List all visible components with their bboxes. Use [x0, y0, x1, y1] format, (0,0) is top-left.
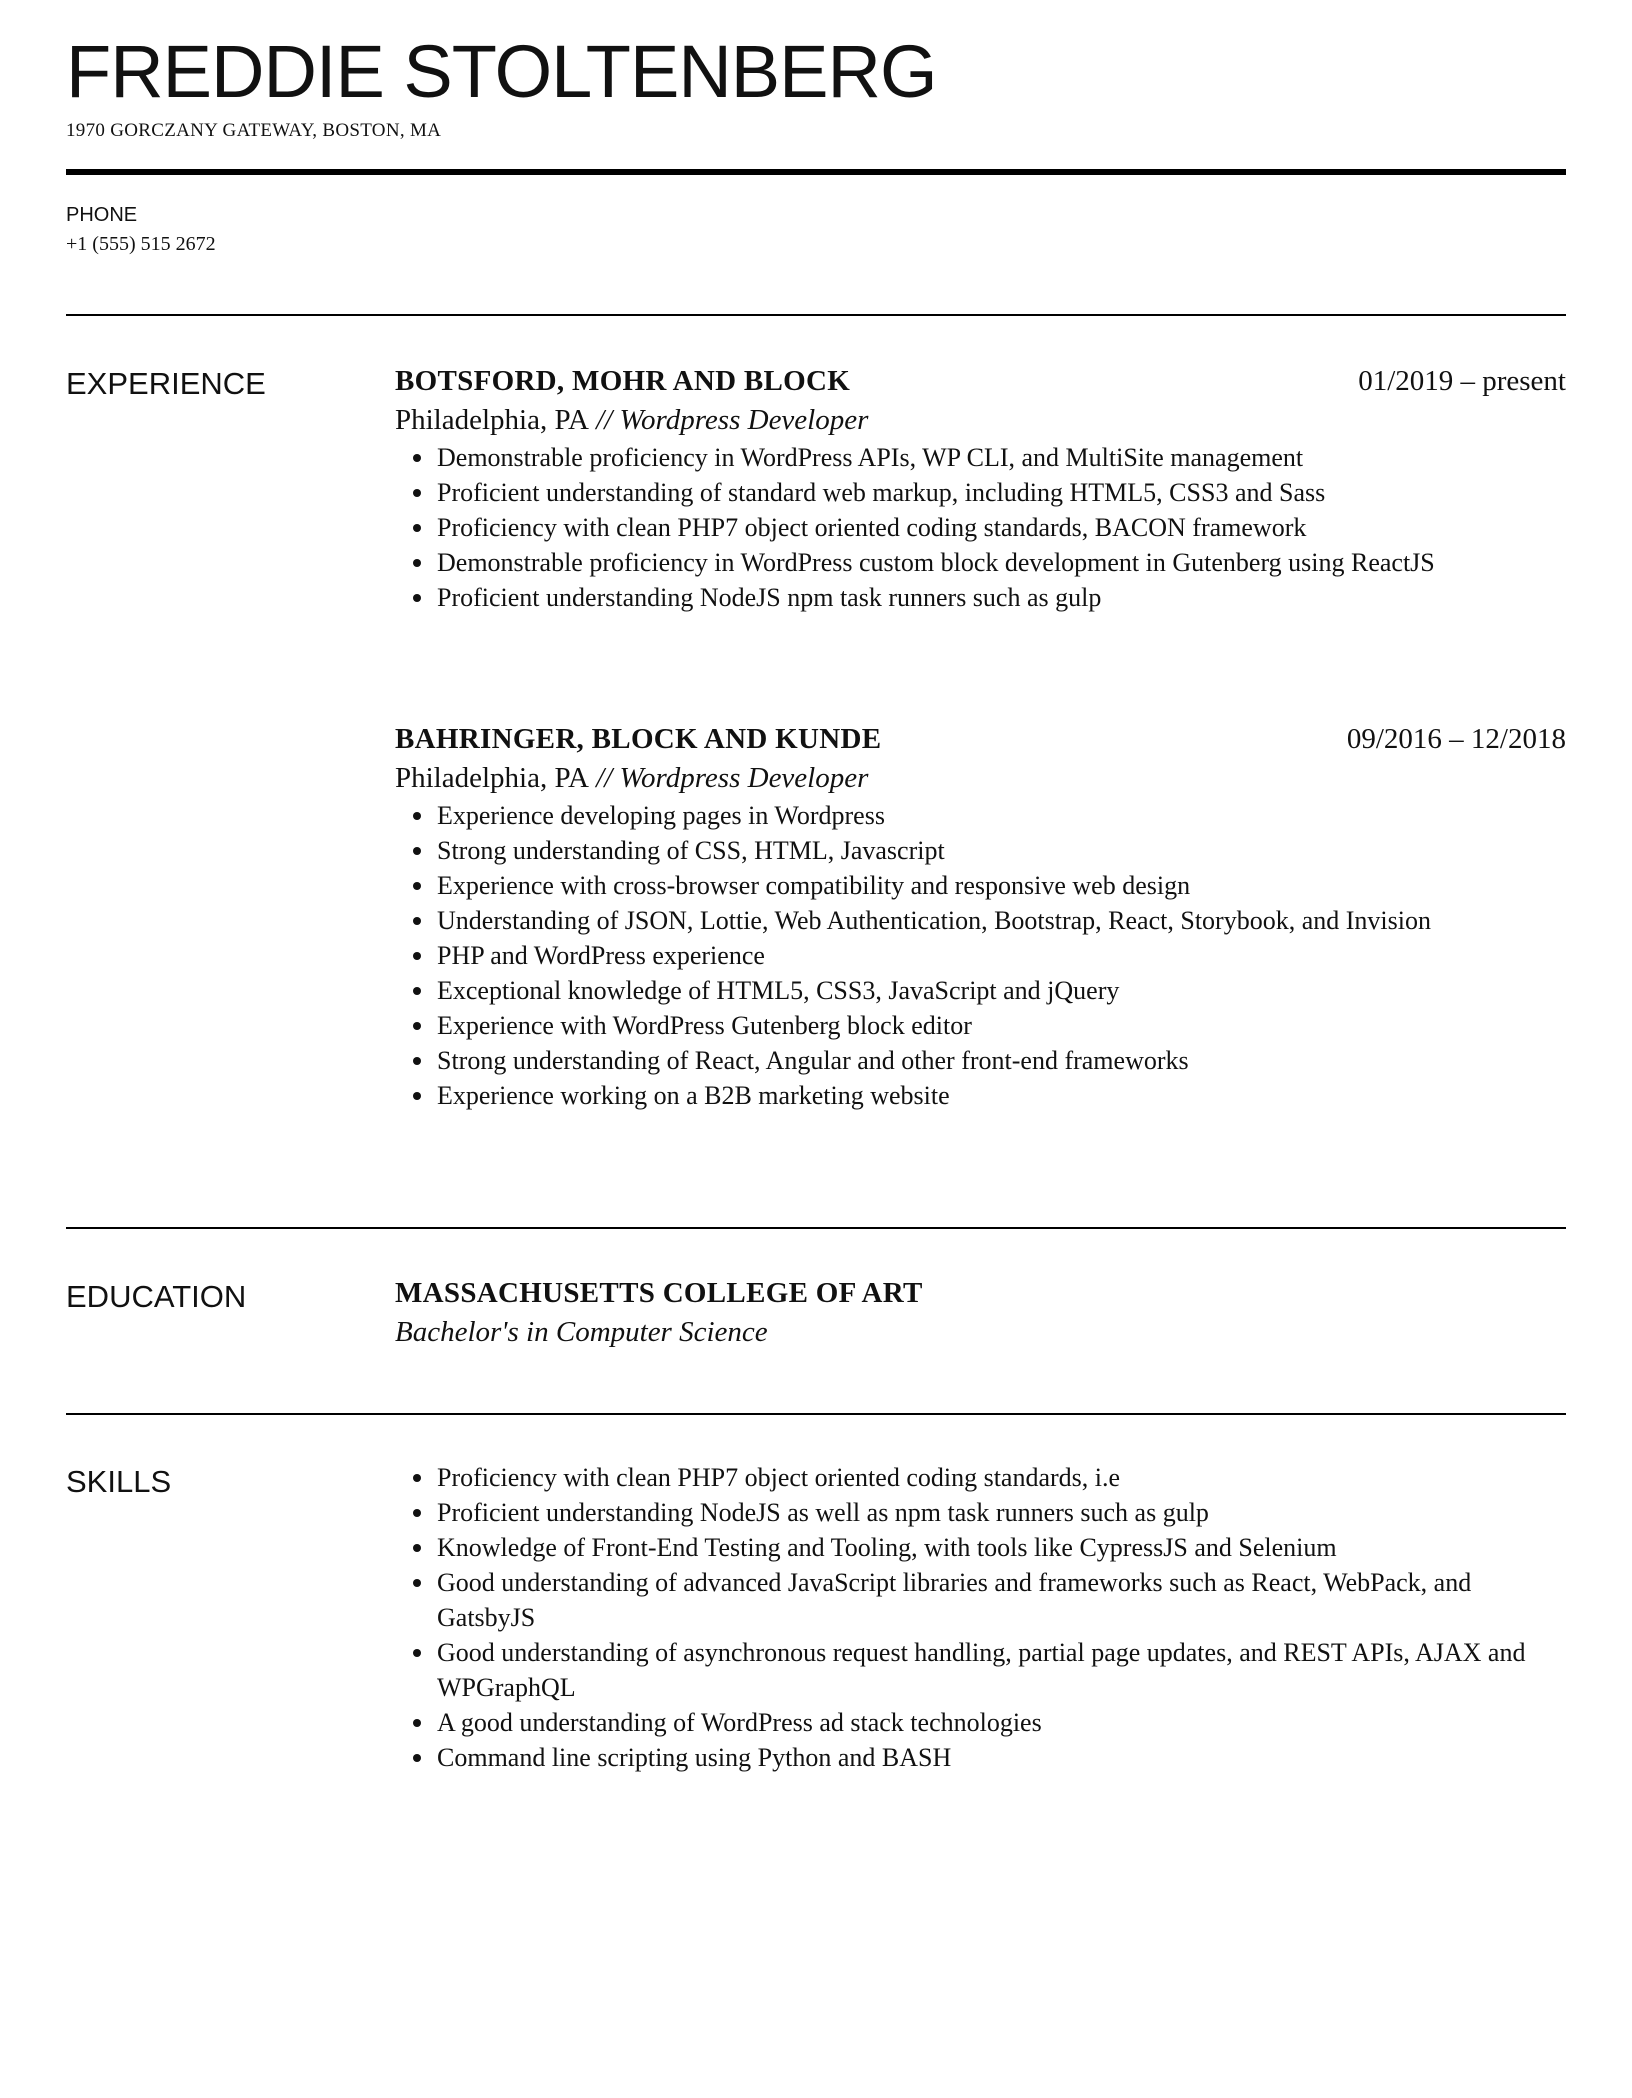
list-item: Experience working on a B2B marketing website: [395, 1078, 1566, 1113]
list-item: Good understanding of asynchronous request handling, partial page updates, and REST APIs, AJAX and WPGraphQL: [395, 1635, 1566, 1705]
candidate-address: 1970 GORCZANY GATEWAY, BOSTON, MA: [66, 120, 442, 141]
list-item: PHP and WordPress experience: [395, 938, 1566, 973]
job-role: Wordpress Developer: [619, 762, 869, 794]
phone-label: PHONE: [66, 204, 138, 226]
skills-entry: [395, 1460, 1566, 1775]
experience-entry: [395, 362, 1566, 615]
section-divider: [66, 314, 1566, 316]
header-divider: [66, 169, 1566, 175]
degree-name: Bachelor's in Computer Science: [395, 1316, 768, 1348]
list-item: Experience with cross-browser compatibility and responsive web design: [395, 868, 1566, 903]
list-item: Knowledge of Front-End Testing and Tooling, with tools like CypressJS and Selenium: [395, 1530, 1566, 1565]
role-separator: //: [588, 404, 620, 436]
experience-entry: [395, 720, 1566, 1113]
location-role-line: [395, 400, 1566, 440]
education-entry: [395, 1274, 1566, 1352]
list-item: Demonstrable proficiency in WordPress APIs, WP CLI, and MultiSite management: [395, 440, 1566, 475]
responsibility-list: [395, 440, 1566, 615]
list-item: Understanding of JSON, Lottie, Web Authentication, Bootstrap, React, Storybook, and Invision: [395, 903, 1566, 938]
employment-dates: 09/2016 – 12/2018: [1346, 723, 1566, 755]
list-item: Command line scripting using Python and BASH: [395, 1740, 1566, 1775]
experience-section-title: EXPERIENCE: [66, 366, 266, 401]
skills-list: [395, 1460, 1566, 1775]
list-item: Proficiency with clean PHP7 object oriented coding standards, i.e: [395, 1460, 1566, 1495]
list-item: Strong understanding of CSS, HTML, Javascript: [395, 833, 1566, 868]
job-location: Philadelphia, PA: [395, 762, 589, 794]
list-item: Exceptional knowledge of HTML5, CSS3, JavaScript and jQuery: [395, 973, 1566, 1008]
employment-dates: 01/2019 – present: [1358, 365, 1566, 397]
section-divider: [66, 1227, 1566, 1229]
company-name: BOTSFORD, MOHR AND BLOCK: [395, 365, 851, 397]
role-separator: //: [588, 762, 620, 794]
list-item: Experience with WordPress Gutenberg block editor: [395, 1008, 1566, 1043]
contact-block: [66, 203, 216, 259]
school-name: MASSACHUSETTS COLLEGE OF ART: [395, 1277, 923, 1309]
list-item: Proficient understanding NodeJS npm task runners such as gulp: [395, 580, 1566, 615]
entry-header: [395, 1274, 1566, 1312]
company-name: BAHRINGER, BLOCK AND KUNDE: [395, 723, 882, 755]
list-item: Proficiency with clean PHP7 object oriented coding standards, BACON framework: [395, 510, 1566, 545]
responsibility-list: [395, 798, 1566, 1113]
list-item: Proficient understanding NodeJS as well as npm task runners such as gulp: [395, 1495, 1566, 1530]
entry-header: [395, 720, 1566, 758]
phone-number: +1 (555) 515 2672: [66, 233, 216, 255]
candidate-name: FREDDIE STOLTENBERG: [66, 30, 937, 113]
list-item: A good understanding of WordPress ad stack technologies: [395, 1705, 1566, 1740]
list-item: Strong understanding of React, Angular and other front-end frameworks: [395, 1043, 1566, 1078]
section-divider: [66, 1413, 1566, 1415]
list-item: Experience developing pages in Wordpress: [395, 798, 1566, 833]
location-role-line: [395, 758, 1566, 798]
job-role: Wordpress Developer: [619, 404, 869, 436]
list-item: Good understanding of advanced JavaScript libraries and frameworks such as React, WebPack, and GatsbyJS: [395, 1565, 1566, 1635]
entry-header: [395, 362, 1566, 400]
resume-header: [66, 30, 1566, 142]
list-item: Demonstrable proficiency in WordPress custom block development in Gutenberg using ReactJS: [395, 545, 1566, 580]
list-item: Proficient understanding of standard web markup, including HTML5, CSS3 and Sass: [395, 475, 1566, 510]
skills-section-title: SKILLS: [66, 1464, 172, 1499]
job-location: Philadelphia, PA: [395, 404, 589, 436]
education-section-title: EDUCATION: [66, 1279, 247, 1314]
